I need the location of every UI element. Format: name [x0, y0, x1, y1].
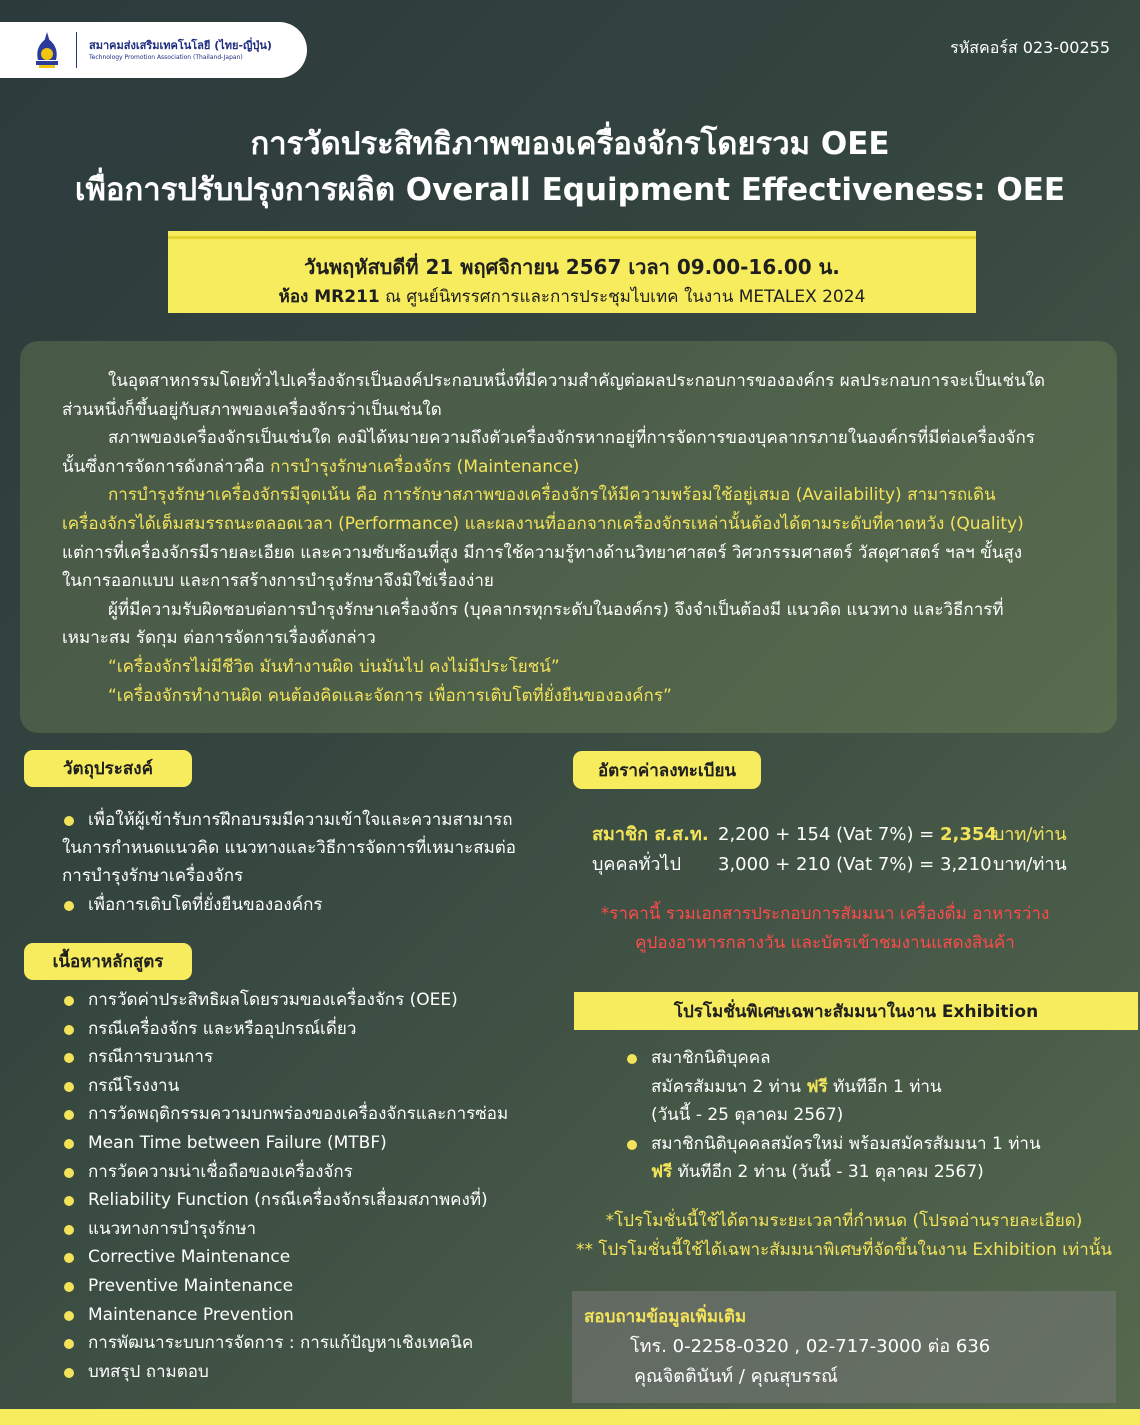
promo-item1-free: ฟรี — [806, 1076, 828, 1097]
promo-item1-line2 — [651, 1073, 1095, 1102]
intro-p1b: ส่วนหนึ่งก็ขึ้นอยู่กับสภาพของเครื่องจักรว่าเป็นเช่นใด — [62, 399, 442, 420]
content-item: กรณีเครื่องจักร และหรืออุปกรณ์เดี่ยว — [62, 1015, 562, 1044]
org-name-en: Technology Promotion Association (Thailand-Japan) — [89, 53, 243, 61]
objective-item1-line3: การบำรุงรักษาเครื่องจักร — [62, 866, 244, 886]
objective-item — [62, 806, 552, 835]
course-title-line2: เพื่อการปรับปรุงการผลิต Overall Equipment Effectiveness: OEE — [74, 172, 1066, 208]
schedule-venue: ณ ศูนย์นิทรรศการและการประชุมไบเทค ในงาน METALEX 2024 — [379, 287, 866, 307]
content-item: บทสรุป ถามตอบ — [62, 1358, 562, 1387]
contact-heading: สอบถามข้อมูลเพิ่มเติม — [584, 1307, 747, 1327]
promo-item2-line2-text: ทันทีอีก 2 ท่าน (วันนี้ - 31 ตุลาคม 2567) — [672, 1162, 984, 1183]
promo-item1-line3: (วันนี้ - 25 ตุลาคม 2567) — [651, 1105, 844, 1126]
content-item: Preventive Maintenance — [62, 1272, 562, 1301]
objective-item: เพื่อการเติบโตที่ยั่งยืนขององค์กร — [62, 891, 552, 920]
promo-item2-line2 — [651, 1158, 1095, 1187]
intro-maintenance-highlight: การบำรุงรักษาเครื่องจักร (Maintenance) — [270, 456, 580, 477]
fee-note-line2: คูปองอาหารกลางวัน และบัตรเข้าชมงานแสดงสินค้า — [635, 933, 1015, 953]
content-item: การวัดค่าประสิทธิผลโดยรวมของเครื่องจักร (OEE) — [62, 986, 562, 1015]
fee-general-label: บุคคลทั่วไป — [592, 854, 681, 875]
content-item: การพัฒนาระบบการจัดการ : การแก้ปัญหาเชิงเทคนิค — [62, 1329, 562, 1358]
logo-separator — [76, 32, 77, 68]
objectives-list — [62, 806, 552, 835]
intro-p2b-line — [62, 453, 1077, 482]
intro-p4b: เหมาะสม รัดกุม ต่อการจัดการเรื่องดังกล่าว — [62, 628, 376, 649]
content-item: การวัดพฤติกรรมความบกพร่องของเครื่องจักรและการซ่อม — [62, 1100, 562, 1129]
intro-box — [20, 341, 1117, 733]
promo-item — [625, 1130, 1095, 1187]
fee-row-general — [592, 850, 1073, 880]
intro-quote1: “เครื่องจักรไม่มีชีวิต มันทำงานผิด บ่นมันไป คงไม่มีประโยชน์” — [108, 656, 560, 677]
intro-p4: ผู้ที่มีความรับผิดชอบต่อการบำรุงรักษาเครื่องจักร (บุคลากรทุกระดับในองค์กร) จึงจำเป็นต้องมี แนวคิด แนวทาง และวิธีการที่ — [108, 599, 1004, 620]
bottom-accent-bar — [0, 1409, 1140, 1425]
intro-p3b: เครื่องจักรได้เต็มสมรรถนะตลอดเวลา (Performance) และผลงานที่ออกจากเครื่องจักรเหล่านั้นต้องได้ตามระดับที่คาดหวัง (Quality) — [62, 513, 1024, 534]
promo-list — [625, 1044, 1095, 1187]
intro-p2b: นั้นซึ่งการจัดการดังกล่าวคือ — [62, 456, 271, 477]
schedule-box — [168, 231, 976, 313]
objectives-heading: วัตถุประสงค์ — [24, 750, 192, 787]
schedule-venue-line — [168, 283, 976, 310]
promo-item — [625, 1044, 1095, 1130]
promo-heading: โปรโมชั่นพิเศษเฉพาะสัมมนาในงาน Exhibition — [574, 992, 1138, 1030]
content-heading: เนื้อหาหลักสูตร — [24, 943, 192, 980]
org-name — [89, 39, 272, 62]
contact-box — [572, 1291, 1116, 1403]
course-code: รหัสคอร์ส 023-00255 — [950, 38, 1110, 57]
promo-item1-line2b: ทันทีอีก 1 ท่าน — [827, 1076, 942, 1097]
intro-p3: การบำรุงรักษาเครื่องจักรมีจุดเน้น คือ การรักษาสภาพของเครื่องจักรให้มีความพร้อมใช้อยู่เสมอ (Availability) สามารถเดิน — [108, 485, 996, 506]
promo-note2: ** โปรโมชั่นนี้ใช้ได้เฉพาะสัมมนาพิเศษที่จัดขึ้นในงาน Exhibition เท่านั้น — [575, 1239, 1113, 1260]
promo-item1-line1: สมาชิกนิติบุคคล — [651, 1048, 771, 1068]
promo-note1: *โปรโมชั่นนี้ใช้ได้ตามระยะเวลาที่กำหนด (โปรดอ่านรายละเอียด) — [605, 1211, 1083, 1231]
contact-names: คุณจิตตินันท์ / คุณสุบรรณ์ — [634, 1366, 838, 1387]
content-item: Maintenance Prevention — [62, 1301, 562, 1330]
intro-p1: ในอุตสาหกรรมโดยทั่วไปเครื่องจักรเป็นองค์ประกอบหนึ่งที่มีความสำคัญต่อผลประกอบการขององค์กร ผลประกอบการจะเป็นเช่นใด — [108, 371, 1046, 391]
org-name-th: สมาคมส่งเสริมเทคโนโลยี (ไทย-ญี่ปุ่น) — [89, 38, 272, 52]
schedule-date-time: วันพฤหัสบดีที่ 21 พฤศจิกายน 2567 เวลา 09.00-16.00 น. — [304, 255, 840, 279]
content-item: Corrective Maintenance — [62, 1243, 562, 1272]
contact-phone: โทร. 0-2258-0320 , 02-717-3000 ต่อ 636 — [630, 1336, 991, 1357]
schedule-room: ห้อง MR211 — [278, 287, 380, 307]
content-item: Mean Time between Failure (MTBF) — [62, 1129, 562, 1158]
fee-member-calc-cell — [718, 820, 997, 850]
fees-heading: อัตราค่าลงทะเบียน — [573, 751, 761, 789]
fee-note — [575, 900, 1075, 958]
intro-p3c: แต่การที่เครื่องจักรมีรายละเอียด และความซับซ้อนที่สูง มีการใช้ความรู้ทางด้านวิทยาศาสตร์ วิศวกรรมศาสตร์ วัสดุศาสตร์ ฯลฯ ขั้นสูง — [62, 542, 1022, 563]
fee-member-total: 2,354 — [940, 824, 997, 845]
intro-quote2: “เครื่องจักรทำงานผิด คนต้องคิดและจัดการ เพื่อการเติบโตที่ยั่งยืนขององค์กร” — [108, 685, 672, 706]
fee-general-calc: 3,000 + 210 (Vat 7%) = 3,210 — [718, 854, 992, 875]
promo-item2-line1: สมาชิกนิติบุคคลสมัครใหม่ พร้อมสมัครสัมมนา 1 ท่าน — [651, 1133, 1041, 1154]
schedule-box-top-rule — [168, 236, 976, 239]
course-title-line1: การวัดประสิทธิภาพของเครื่องจักรโดยรวม OEE — [250, 126, 890, 162]
fee-row-member — [592, 820, 1073, 850]
promo-item1-line2a: สมัครสัมมนา 2 ท่าน — [651, 1076, 807, 1097]
fee-general-unit: บาท/ท่าน — [993, 854, 1067, 875]
fee-member-calc: 2,200 + 154 (Vat 7%) = — [718, 824, 940, 845]
content-item: กรณีการบวนการ — [62, 1043, 562, 1072]
org-logo-pill — [0, 22, 307, 78]
fee-note-line1: *ราคานี้ รวมเอกสารประกอบการสัมมนา เครื่องดื่ม อาหารว่าง — [600, 904, 1050, 924]
fee-member-label: สมาชิก ส.ส.ท. — [592, 824, 709, 845]
content-item: Reliability Function (กรณีเครื่องจักรเสื่อมสภาพคงที่) — [62, 1186, 562, 1215]
objective-item1-line1: เพื่อให้ผู้เข้ารับการฝึกอบรมมีความเข้าใจและความสามารถ — [88, 810, 513, 830]
promo-item2-free: ฟรี — [651, 1162, 673, 1183]
content-list — [62, 986, 562, 1386]
content-item: แนวทางการบำรุงรักษา — [62, 1215, 562, 1244]
promo-notes — [574, 1207, 1114, 1264]
intro-p2: สภาพของเครื่องจักรเป็นเช่นใด คงมิได้หมายความถึงตัวเครื่องจักรหากอยู่ที่การจัดการของบุคลากรภายในองค์กรที่มีต่อเครื่องจักร — [108, 428, 1035, 449]
association-emblem-icon — [30, 30, 64, 70]
fee-table — [592, 820, 1073, 880]
content-item: กรณีโรงงาน — [62, 1072, 562, 1101]
objective-item1-line2: ในการกำหนดแนวคิด แนวทางและวิธีการจัดการที่เหมาะสมต่อ — [62, 838, 517, 858]
intro-p3d: ในการออกแบบ และการสร้างการบำรุงรักษาจึงมิใช่เรื่องง่าย — [62, 571, 494, 592]
fee-member-unit: บาท/ท่าน — [993, 824, 1067, 845]
content-item: การวัดความน่าเชื่อถือของเครื่องจักร — [62, 1158, 562, 1187]
objectives-list-2 — [62, 891, 552, 920]
